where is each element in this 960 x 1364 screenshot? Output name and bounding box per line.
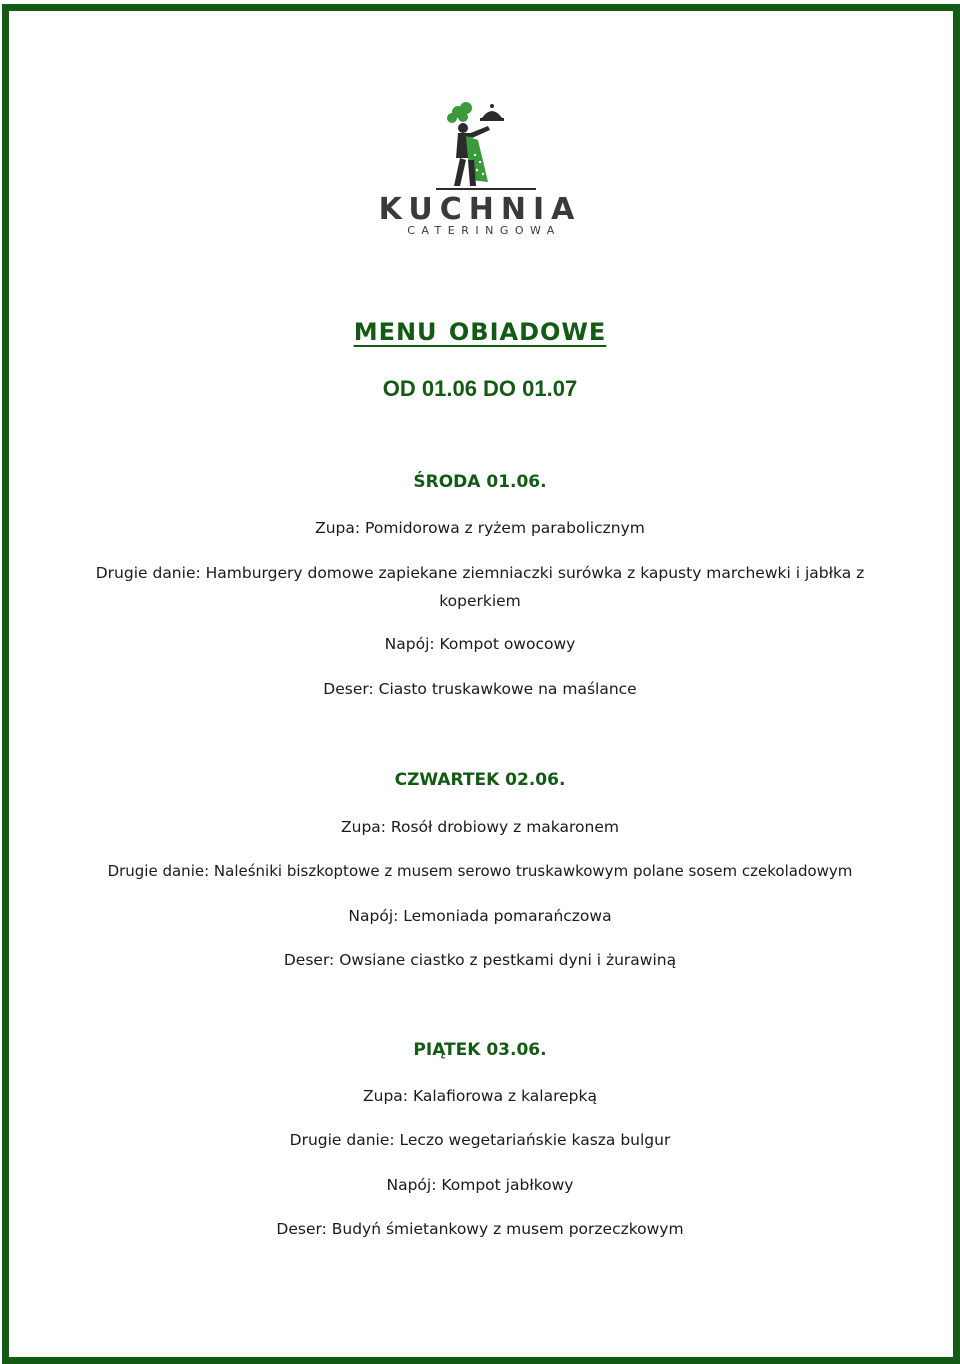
company-logo xyxy=(370,100,590,240)
day-heading-piatek: PIĄTEK 03.06. xyxy=(413,1040,547,1060)
day1-deser: Deser: Ciasto truskawkowe na maślance xyxy=(323,680,637,698)
day1-drugie-danie: Drugie danie: Hamburgery domowe zapiekane ziemniaczki surówka z kapusty marchewki i jabłka z koperkiem xyxy=(95,564,865,610)
day3-deser: Deser: Budyń śmietankowy z musem porzeczkowym xyxy=(276,1220,684,1238)
menu-title-text: MENU OBIADOWE xyxy=(353,318,607,346)
day3-drugie-danie: Drugie danie: Leczo wegetariańskie kasza bulgur xyxy=(289,1131,671,1149)
menu-date-range: OD 01.06 DO 01.07 xyxy=(382,376,578,401)
menu-title xyxy=(0,318,960,346)
day2-drugie-danie: Drugie danie: Naleśniki biszkoptowe z musem serowo truskawkowym polane sosem czekoladowym xyxy=(107,862,853,880)
day2-napoj: Napój: Lemoniada pomarańczowa xyxy=(348,907,612,925)
day1-napoj: Napój: Kompot owocowy xyxy=(384,635,576,653)
logo-subtitle: CATERINGOWA xyxy=(407,224,561,237)
day1-zupa: Zupa: Pomidorowa z ryżem parabolicznym xyxy=(315,519,645,537)
day3-napoj: Napój: Kompot jabłkowy xyxy=(386,1176,574,1194)
day-heading-sroda: ŚRODA 01.06. xyxy=(413,472,547,492)
day2-zupa: Zupa: Rosół drobiowy z makaronem xyxy=(341,818,619,836)
chef-waiter-icon xyxy=(430,100,540,195)
day2-deser: Deser: Owsiane ciastko z pestkami dyni i żurawiną xyxy=(283,951,677,969)
day-heading-czwartek: CZWARTEK 02.06. xyxy=(394,770,566,790)
logo-wordmark: KUCHNIA xyxy=(378,192,582,227)
day3-zupa: Zupa: Kalafiorowa z kalarepką xyxy=(363,1087,597,1105)
